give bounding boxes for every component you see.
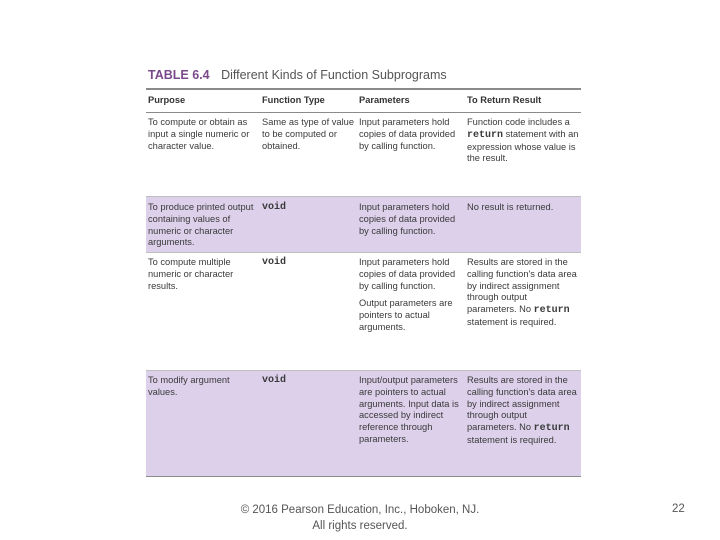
row-purpose: To compute multiple numeric or character results. (148, 257, 234, 291)
table-title (148, 68, 447, 82)
header-function-type: Function Type (262, 95, 325, 105)
header-parameters: Parameters (359, 95, 410, 105)
row-return-result: Results are stored in the calling function's data area by indirect assignment through output parameters. No return statement is required. (467, 375, 577, 445)
table-row (146, 197, 581, 253)
row-function-type: Same as type of value to be computed or obtained. (262, 117, 354, 151)
row-return-result: No result is returned. (467, 202, 554, 212)
row-parameters: Input/output parameters are pointers to actual arguments. Input data is accessed by indirect reference through parameters. (359, 375, 459, 444)
return-keyword: return (533, 305, 570, 317)
row-function-type: void (262, 202, 287, 213)
row-parameters: Input parameters hold copies of data provided by calling function. (359, 202, 456, 236)
row-return-result: Results are stored in the calling function's data area by indirect assignment through output parameters. No return statement is required. (467, 257, 577, 327)
row-purpose: To modify argument values. (148, 375, 230, 397)
return-keyword: return (533, 423, 570, 435)
copyright-notice: © 2016 Pearson Education, Inc., Hoboken, NJ. All rights reserved. (240, 504, 480, 532)
table-row (146, 371, 581, 477)
return-keyword: return (467, 129, 504, 141)
row-parameters: Input parameters hold copies of data provided by calling function. (359, 117, 456, 151)
function-kinds-table (146, 90, 581, 477)
header-return-result: To Return Result (467, 95, 542, 105)
table-row (146, 253, 581, 371)
row-parameters: Input parameters hold copies of data provided by calling function. Output parameters are pointers to actual arguments. (359, 257, 456, 332)
page-number: 22 (672, 503, 685, 515)
row-return-result: Function code includes a return statement with an expression whose value is the result. (467, 117, 579, 164)
row-function-type: void (262, 375, 287, 386)
row-function-type: void (262, 257, 287, 268)
header-purpose: Purpose (148, 95, 186, 105)
table-number: TABLE 6.4 (148, 68, 210, 82)
table-caption: Different Kinds of Function Subprograms (221, 68, 447, 82)
row-purpose: To compute or obtain as input a single numeric or character value. (148, 117, 250, 151)
row-purpose: To produce printed output containing values of numeric or character arguments. (148, 202, 254, 248)
table-row (146, 113, 581, 197)
table-header-row (146, 90, 581, 113)
